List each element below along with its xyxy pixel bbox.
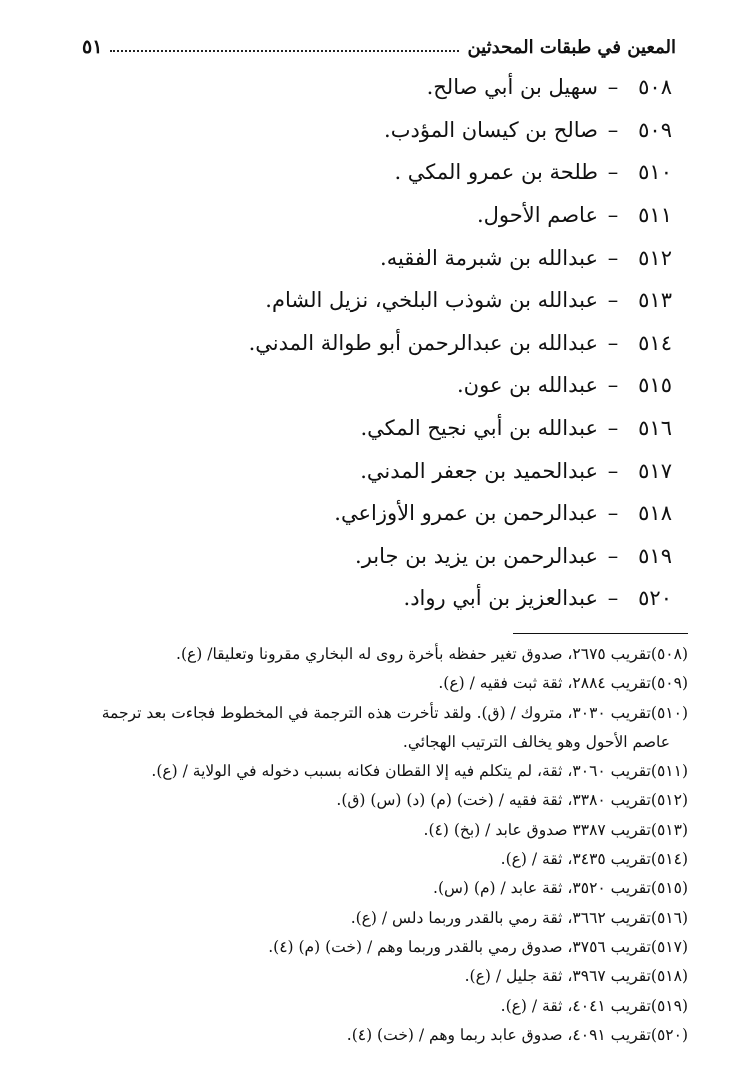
entry-number: ٥١٣ [638,288,672,313]
entry-dash: – [607,458,619,483]
footnote-line: (٥١٢)تقريب ٣٣٨٠، ثقة فقيه / (خت) (م) (د) (س) (ق). [336,791,688,810]
entry-number: ٥١١ [638,203,672,228]
entry-number: ٥١٨ [638,501,672,526]
entry-number: ٥٠٩ [638,117,672,142]
list-item [212,322,672,365]
list-item [212,194,672,237]
footnote-line: (٥١٦)تقريب ٣٦٦٢، ثقة رمي بالقدر وربما دلس / (ع). [350,908,688,927]
entry-name: عبدالعزيز بن أبي رواد. [403,586,598,611]
footnotes [68,640,688,1050]
entry-number: ٥١٦ [638,416,672,441]
entry-dash: – [607,416,619,441]
list-item [212,236,672,279]
footnote-line: (٥٠٨)تقريب ٢٦٧٥، صدوق تغير حفظه بأخرة روى له البخاري مقرونا وتعليقا/ (ع). [176,645,688,663]
entry-dash: – [607,288,619,313]
list-item [212,109,672,152]
entry-dash: – [607,245,619,270]
entry-dash: – [607,501,619,526]
entry-number: ٥١٠ [638,160,672,185]
narrator-list [212,66,672,620]
footnote-continuation: عاصم الأحول وهو يخالف الترتيب الهجائي. [402,732,670,751]
entry-dash: – [607,117,619,142]
entry-dash: – [607,373,619,398]
running-header [82,30,676,64]
entry-name: عبدالله بن عبدالرحمن أبو طوالة المدني. [248,330,598,355]
list-item [212,449,672,492]
entry-number: ٥١٩ [638,543,672,568]
entry-name: عبدالله بن شوذب البلخي، نزيل الشام. [265,288,598,313]
footnote-line: (٥١١)تقريب ٣٠٦٠، ثقة، لم يتكلم فيه إلا القطان فكانه بسبب دخوله في الولاية / (ع). [151,762,688,781]
page-number: ٥١ [82,36,103,58]
entry-dash: – [607,330,619,355]
header-dot-leader [110,50,459,52]
entry-dash: – [607,543,619,568]
footnote-line: (٥١٥)تقريب ٣٥٢٠، ثقة عابد / (م) (س). [433,879,688,898]
entry-name: عبدالله بن عون. [457,373,598,398]
entry-name: صالح بن كيسان المؤدب. [384,117,598,142]
list-item [212,151,672,194]
entry-name: عبدالرحمن بن يزيد بن جابر. [355,543,598,568]
list-item [212,279,672,322]
entry-dash: – [607,586,619,611]
entry-dash: – [607,160,619,185]
footnote-line: (٥١٣)تقريب ٣٣٨٧ صدوق عابد / (بخ) (٤). [423,820,688,839]
footnote-line: (٥٢٠)تقريب ٤٠٩١، صدوق عابد ربما وهم / (خت) (٤). [346,1025,688,1044]
footnote-line: (٥١٧)تقريب ٣٧٥٦، صدوق رمي بالقدر وربما وهم / (خت) (م) (٤). [268,937,688,956]
footnote-line: (٥١٤)تقريب ٣٤٣٥، ثقة / (ع). [500,850,688,869]
entry-number: ٥٢٠ [638,586,672,611]
list-item [212,492,672,535]
entry-dash: – [607,203,619,228]
entry-number: ٥١٤ [638,330,672,355]
footnote-line: (٥١٩)تقريب ٤٠٤١، ثقة / (ع). [500,996,688,1015]
entry-dash: – [607,75,619,100]
footnote-divider [513,633,688,634]
entry-number: ٥١٥ [638,373,672,398]
header-title: المعين في طبقات المحدثين [467,36,676,58]
list-item [212,577,672,620]
entry-name: عبدالحميد بن جعفر المدني. [360,458,598,483]
footnote-line: (٥٠٩)تقريب ٢٨٨٤، ثقة ثبت فقيه / (ع). [438,674,688,693]
entry-name: عبدالله بن أبي نجيح المكي. [360,416,598,441]
footnote-line: (٥١٠)تقريب ٣٠٣٠، متروك / (ق). ولقد تأخرت هذه الترجمة في المخطوط فجاءت بعد ترجمة [101,703,688,722]
list-item [212,535,672,578]
entry-name: عاصم الأحول. [477,203,598,228]
list-item [212,407,672,450]
entry-name: عبدالرحمن بن عمرو الأوزاعي. [334,501,598,526]
list-item [212,66,672,109]
entry-name: سهيل بن أبي صالح. [426,75,598,100]
entry-number: ٥١٧ [638,458,672,483]
footnote-line: (٥١٨)تقريب ٣٩٦٧، ثقة جليل / (ع). [464,967,688,986]
entry-number: ٥١٢ [638,245,672,270]
list-item [212,364,672,407]
entry-name: طلحة بن عمرو المكي . [394,160,598,185]
entry-name: عبدالله بن شبرمة الفقيه. [380,245,598,270]
entry-number: ٥٠٨ [638,75,672,100]
